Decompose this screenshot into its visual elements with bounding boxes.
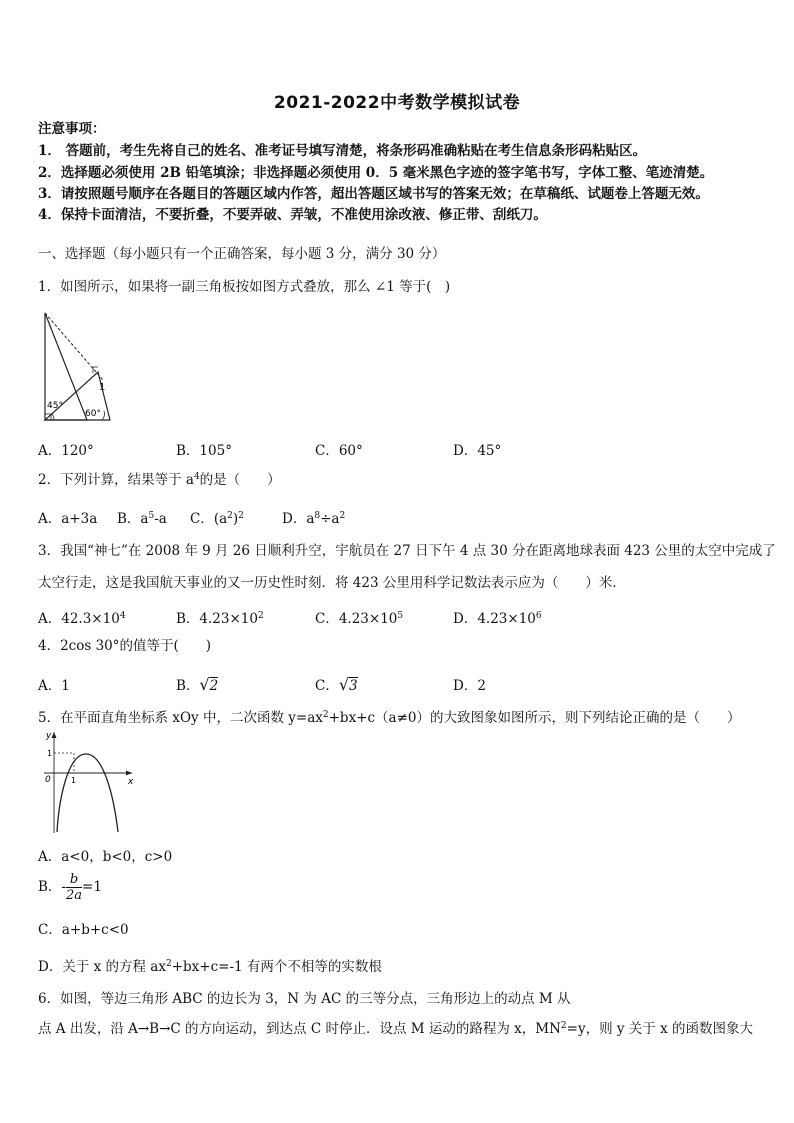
q5-stem: 5．在平面直角坐标系 xOy 中，二次函数 $y=ax^2+bx+c(a\ne 0)$的大致图象如图所示，则下列结论正确的是（ ） bbox=[38, 710, 741, 726]
notice-heading: 注意事项： bbox=[38, 121, 106, 137]
q4-option-a: A．1 bbox=[38, 678, 70, 694]
q2-option-b: B．$a^5-a$ bbox=[117, 511, 167, 527]
notice-item-4: 4．保持卡面清洁，不要折叠，不要弄破、弄皱，不准使用涂改液、修正带、刮纸刀。 bbox=[38, 207, 547, 223]
q3-option-b: B．$4.23\times 10^2$ bbox=[176, 611, 264, 627]
q2-option-a: A．a+3a bbox=[38, 511, 98, 527]
q5-y-axis-label: y bbox=[46, 731, 52, 741]
q1-option-b: B．105° bbox=[176, 443, 232, 459]
q6-stem-line-2: 点 A 出发，沿 A→B→C 的方向运动，到达点 C 时停止．设点 M 运动的路程为 x，$MN^2=y$，则 y 关于 x 的函数图象大 bbox=[38, 1021, 753, 1037]
q5-parabola-figure bbox=[40, 728, 140, 836]
q1-stem: 1．如图所示，如果将一副三角板按如图方式叠放，那么 ∠1 等于( ) bbox=[38, 279, 451, 295]
q3-stem-line-2: 太空行走，这是我国航天事业的又一历史性时刻．将 423 公里用科学记数法表示应为（ ）米． bbox=[38, 575, 626, 591]
q3-option-a: A．$42.3\times 10^4$ bbox=[38, 611, 126, 627]
q5-option-a: A．a<0，b<0，c>0 bbox=[38, 849, 173, 865]
q1-triangle-figure bbox=[40, 310, 120, 426]
q3-option-d: D．$4.23\times 10^6$ bbox=[453, 611, 542, 627]
label-45: 45° bbox=[47, 401, 63, 411]
page-title: 2021-2022中考数学模拟试卷 bbox=[273, 93, 521, 113]
label-60: 60° bbox=[85, 409, 101, 419]
section-heading: 一、选择题（每小题只有一个正确答案，每小题 3 分，满分 30 分） bbox=[38, 246, 446, 262]
q3-stem-line-1: 3．我国“神七”在 2008 年 9 月 26 日顺利升空，宇航员在 27 日下午 4 点 30 分在距离地球表面 423 公里的太空中完成了 bbox=[38, 543, 776, 559]
q2-option-c: C．$(a^2)^2$ bbox=[190, 511, 244, 527]
q5-option-d: D．关于 x 的方程 $ax^2+bx+c=-1$ 有两个不相等的实数根 bbox=[38, 959, 382, 975]
q2-stem: 2．下列计算，结果等于 $a^4$的是（ ） bbox=[38, 472, 281, 488]
q4-option-c: C．√3 bbox=[315, 675, 358, 694]
notice-item-1: 1． 答题前，考生先将自己的姓名、准考证号填写清楚，将条形码准确粘贴在考生信息条形码粘贴区。 bbox=[38, 143, 647, 159]
q5-x-one-label: 1 bbox=[71, 776, 77, 785]
q5-x-axis-label: x bbox=[128, 777, 134, 787]
q4-stem: 4．2cos 30°的值等于( ) bbox=[38, 638, 212, 654]
q1-option-c: C．60° bbox=[315, 443, 363, 459]
q1-option-a: A．120° bbox=[38, 443, 94, 459]
q5-origin-label: 0 bbox=[45, 775, 51, 785]
q4-option-b: B．√2 bbox=[176, 675, 219, 694]
notice-item-2: 2．选择题必须使用 2B 铅笔填涂；非选择题必须使用 0．5 毫米黑色字迹的签字笔书写，字体工整、笔迹清楚。 bbox=[38, 165, 714, 181]
notice-item-3: 3．请按照题号顺序在各题目的答题区域内作答，超出答题区域书写的答案无效；在草稿纸、试题卷上答题无效。 bbox=[38, 186, 709, 202]
label-angle-1: 1 bbox=[99, 382, 106, 393]
q2-option-d: D．$a^8\div a^2$ bbox=[282, 511, 346, 527]
q5-y-one-label: 1 bbox=[47, 749, 53, 758]
q4-option-d: D．2 bbox=[453, 678, 486, 694]
q5-option-c: C．a+b+c<0 bbox=[38, 922, 129, 938]
q1-option-d: D．45° bbox=[453, 443, 502, 459]
q6-stem-line-1: 6．如图，等边三角形 ABC 的边长为 3，N 为 AC 的三等分点，三角形边上的动点 M 从 bbox=[38, 991, 571, 1007]
q3-option-c: C．$4.23\times 10^5$ bbox=[315, 611, 404, 627]
q5-option-b: B．- $\frac{b}{2a}$ =1 bbox=[38, 872, 102, 903]
